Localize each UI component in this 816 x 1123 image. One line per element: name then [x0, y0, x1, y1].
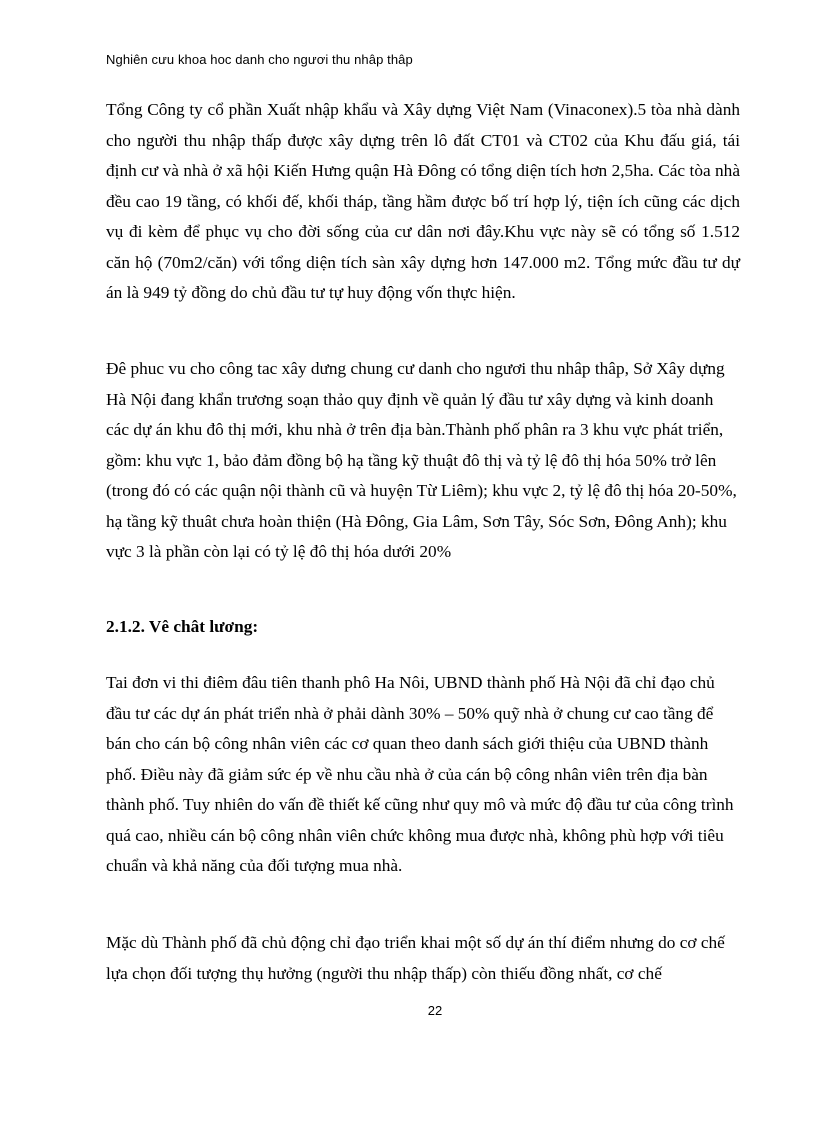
paragraph-pilot-units: Tai đơn vi thi điêm đâu tiên thanh phô Ha Nôi, UBND thành phố Hà Nội đã chỉ đạo chủ đầu tư các dự án phát triển nhà ở phải dành 30% – 50% quỹ nhà ở chung cư cao tầng để bán cho cán bộ công nhân viên các cơ quan theo danh sách giới thiệu của UBND thành phố. Điều này đã giảm sức ép về nhu cầu nhà ở của cán bộ công nhân viên trên địa bàn thành phố. Tuy nhiên do vấn đề thiết kế cũng như quy mô và mức độ đầu tư của công trình quá cao, nhiều cán bộ công nhân viên chức không mua được nhà, không phù hợp với tiêu chuẩn và khả năng của đối tượng mua nhà.	[106, 673, 734, 875]
paragraph-pilot-projects: Mặc dù Thành phố đã chủ động chỉ đạo triển khai một số dự án thí điểm nhưng do cơ chế lựa chọn đối tượng thụ hưởng (người thu nhập thấp) còn thiếu đồng nhất, cơ chế	[106, 933, 725, 983]
paragraph-hanoi-development-zones: Đê phuc vu cho công tac xây dưng chung cư danh cho ngươi thu nhâp thâp, Sở Xây dựng Hà Nội đang khẩn trương soạn thảo quy định về quản lý đầu tư xây dựng và kinh doanh các dự án khu đô thị mới, khu nhà ở trên địa bàn.Thành phố phân ra 3 khu vực phát triển, gồm: khu vực 1, bảo đảm đồng bộ hạ tầng kỹ thuật đô thị và tỷ lệ đô thị hóa 50% trở lên (trong đó có các quận nội thành cũ và huyện Từ Liêm); khu vực 2, tỷ lệ đô thị hóa 20-50%, hạ tầng kỹ thuât chưa hoàn thiện (Hà Đông, Gia Lâm, Sơn Tây, Sóc Sơn, Đông Anh); khu vực 3 là phần còn lại có tỷ lệ đô thị hóa dưới 20%	[106, 359, 737, 561]
section-heading-quality: 2.1.2. Vê chât lương:	[106, 617, 259, 636]
page-number: 22	[427, 1003, 443, 1018]
running-header: Nghiên cưu khoa hoc danh cho ngươi thu nhâp thâp	[106, 52, 413, 67]
paragraph-vinaconex-project: Tổng Công ty cổ phần Xuất nhập khẩu và Xây dựng Việt Nam (Vinaconex).5 tòa nhà dành cho người thu nhập thấp được xây dựng trên lô đất CT01 và CT02 của Khu đấu giá, tái định cư và nhà ở xã hội Kiến Hưng quận Hà Đông có tổng diện tích hơn 2,5ha. Các tòa nhà đều cao 19 tầng, có khối đế, khối tháp, tầng hầm được bố trí hợp lý, tiện ích cũng các dịch vụ đi kèm để phục vụ cho đời sống của cư dân nơi đây.Khu vực này sẽ có tổng số 1.512 căn hộ (70m2/căn) với tổng diện tích sàn xây dựng hơn 147.000 m2. Tổng mức đầu tư dự án là 949 tỷ đồng do chủ đầu tư tự huy động vốn thực hiện.	[106, 100, 740, 302]
